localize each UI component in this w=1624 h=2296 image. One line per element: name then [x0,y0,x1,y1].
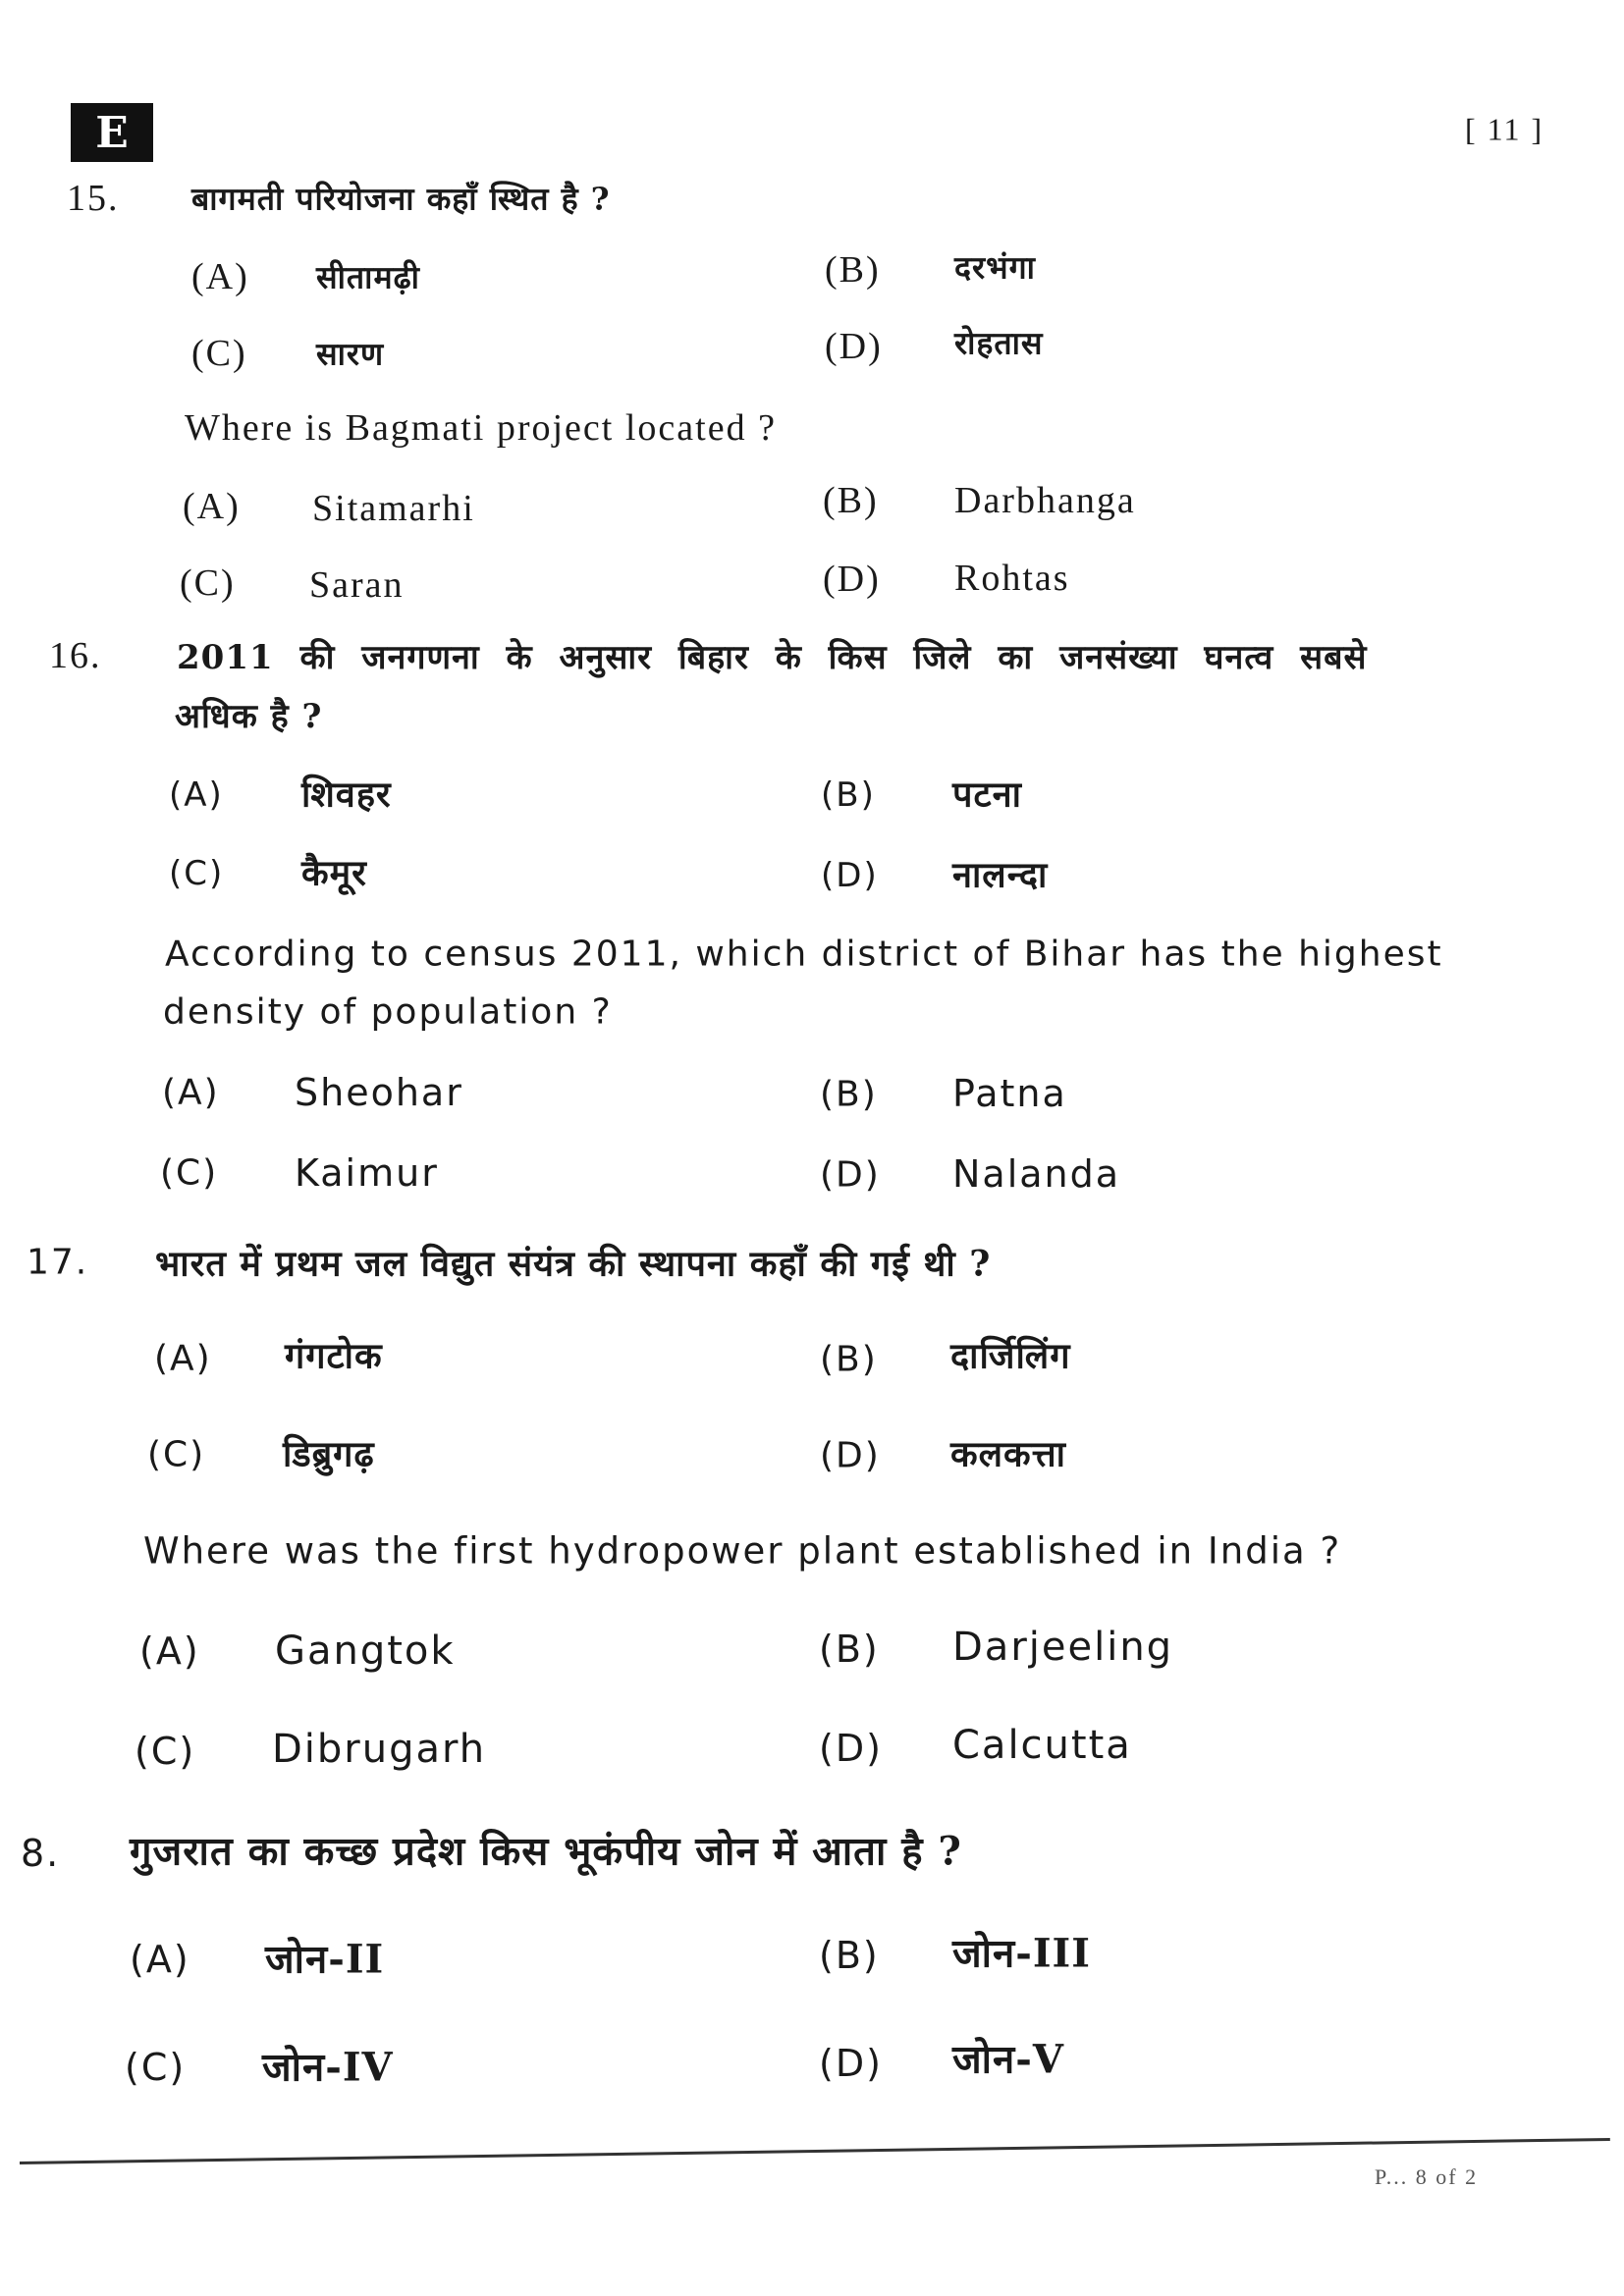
option-d-english: Nalanda [952,1152,1121,1196]
option-d-hindi: कलकत्ता [950,1433,1066,1475]
option-label: (B) [819,1628,880,1671]
option-c-hindi: डिब्रुगढ़ [283,1433,375,1475]
option-c-hindi: जोन-IV [262,2044,394,2091]
set-code-badge: E [71,103,153,162]
question-text-english: According to census 2011, which district of Bihar has the highest [165,934,1443,975]
question-text-english: Where was the first hydropower plant established in India ? [143,1529,1342,1573]
option-label: (C) [135,1730,196,1773]
question-text-hindi: 2011 की जनगणना के अनुसार बिहार के किस जिले का जनसंख्या घनत्व सबसे [177,638,1368,677]
footer-page-number: P... 8 of 2 [1375,2164,1479,2189]
question-number: 16. [49,635,102,676]
option-label: (A) [191,256,249,297]
option-label: (C) [147,1434,206,1475]
question-text-hindi-cont: अधिक है ? [175,697,323,736]
option-label: (B) [823,480,879,521]
option-a-hindi: जोन-II [265,1936,385,1983]
option-a-hindi: गंगटोक [285,1335,383,1377]
option-a-hindi: सीतामढ़ी [316,258,420,296]
option-b-hindi: पटना [952,774,1022,816]
option-label: (D) [819,1727,883,1770]
option-d-hindi: जोन-V [952,2036,1064,2083]
option-c-english: Dibrugarh [272,1727,487,1772]
option-label: (A) [162,1072,220,1113]
option-c-hindi: कैमूर [301,852,367,894]
option-label: (B) [820,1339,878,1380]
option-label: (A) [139,1629,200,1673]
option-label: (A) [154,1338,212,1379]
option-d-english: Rohtas [954,558,1070,599]
footer-rule [20,2138,1610,2164]
option-label: (D) [820,1435,881,1476]
option-label: (D) [820,1154,881,1196]
option-label: (C) [160,1152,219,1194]
option-label: (A) [130,1938,190,1981]
option-c-hindi: सारण [316,335,385,373]
option-label: (B) [821,775,876,815]
option-a-english: Sitamarhi [312,488,475,529]
question-text-english-cont: density of population ? [163,991,613,1033]
question-text-english: Where is Bagmati project located ? [185,407,777,449]
question-text-hindi: बागमती परियोजना कहाँ स्थित है ? [191,180,611,218]
option-a-hindi: शिवहर [301,774,392,816]
option-b-english: Patna [952,1072,1067,1115]
option-b-english: Darbhanga [954,480,1136,521]
option-label: (B) [825,249,881,291]
option-label: (A) [183,486,241,527]
option-b-hindi: जोन-III [952,1930,1091,1977]
option-d-hindi: नालन्दा [952,854,1049,896]
option-b-english: Darjeeling [952,1625,1174,1670]
option-d-hindi: रोहतास [954,324,1044,362]
question-number: 8. [21,1832,61,1875]
option-d-english: Calcutta [952,1723,1132,1768]
option-b-hindi: दरभंगा [954,248,1036,287]
option-label: (D) [819,2042,883,2085]
option-label: (D) [821,856,879,895]
option-label: (C) [191,333,247,374]
question-text-hindi: भारत में प्रथम जल विद्युत संयंत्र की स्थापना कहाँ की गई थी ? [155,1243,992,1285]
option-b-hindi: दार्जिलिंग [950,1335,1071,1377]
question-text-hindi: गुजरात का कच्छ प्रदेश किस भूकंपीय जोन में आता है ? [130,1828,962,1875]
option-c-english: Kaimur [295,1151,439,1195]
page-marker: [ 11 ] [1465,111,1544,147]
question-number: 17. [27,1242,89,1283]
option-label: (B) [819,1934,880,1977]
option-label: (D) [823,559,881,600]
option-label: (B) [820,1074,878,1115]
option-label: (C) [180,562,236,604]
option-label: (D) [825,326,883,367]
option-c-english: Saran [309,564,405,606]
question-number: 15. [67,178,120,219]
option-a-english: Gangtok [275,1629,456,1674]
option-label: (A) [169,775,224,815]
option-label: (C) [169,854,225,893]
option-a-english: Sheohar [295,1071,463,1114]
option-label: (C) [125,2046,187,2089]
